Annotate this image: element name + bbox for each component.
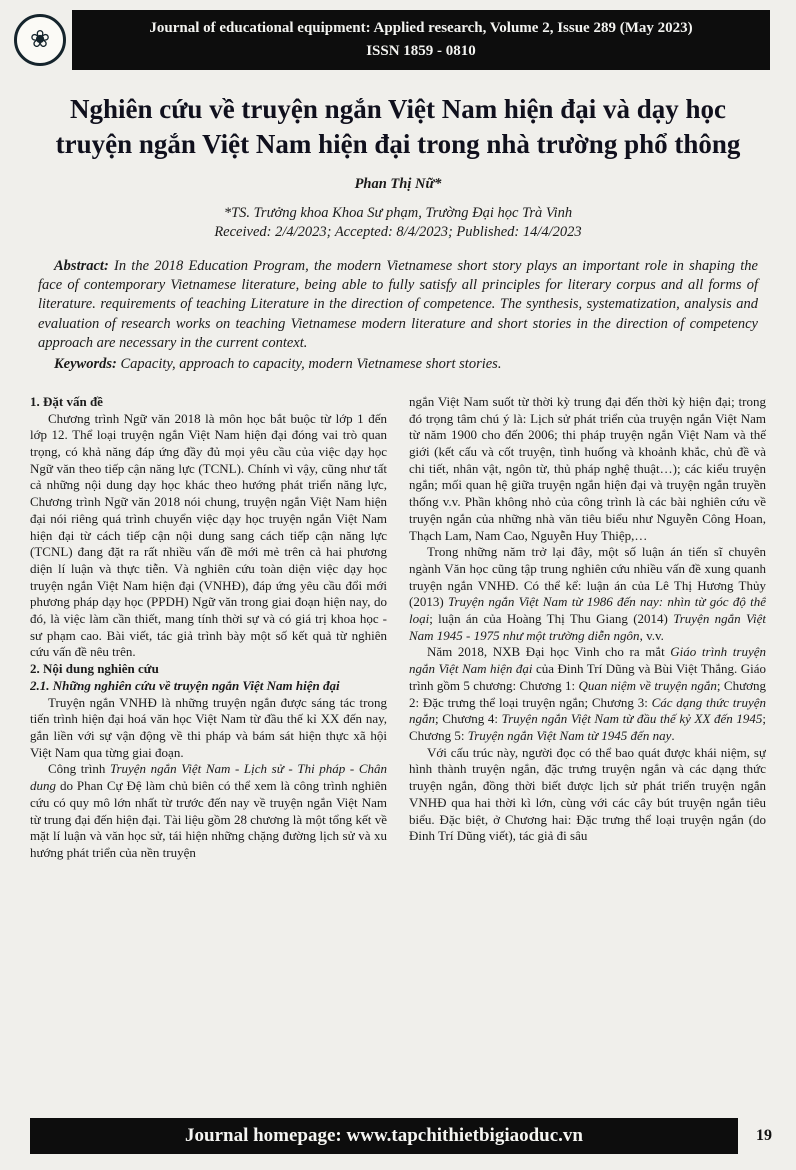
keywords-label: Keywords:: [54, 355, 121, 372]
keywords-text: Capacity, approach to capacity, modern Vietnamese short stories.: [120, 355, 502, 372]
abstract-text: In the 2018 Education Program, the modern Vietnamese short story plays an important role in shaping the face of contemporary Vietnamese literature, being able to fully satisfy all principles for literary corpus and all forms of literature. requirements of teaching Literature in the direction of competence. The synthesis, systematization, analysis and evaluation of research works on teaching Vietnamese modern literature and short stories in the direction of competency approach are necessary in the current context.: [38, 258, 758, 351]
abstract-label: Abstract:: [54, 258, 114, 275]
body-paragraph: ngắn Việt Nam suốt từ thời kỳ trung đại đến thời kỳ hiện đại; trong đó trọng tâm chú ý là: Lịch sử phát triển của truyện ngắn Việt Nam từ năm 1900 cho đến 2006; thi pháp truyện ngắn Việt Nam và thế giới (kết cấu và cốt truyện, tình huống và khoảnh khắc, chủ đề và chi tiết, nhân vật, ngôn từ, thủ pháp nghệ thuật…); các kiểu truyện ngắn; mối quan hệ giữa truyện ngắn hiện đại và truyện ngắn truyền thống v.v. Phần không nhỏ của công trình là các bài nghiên cứu về truyện ngắn của những nhà văn tiêu biểu như Nguyễn Công Hoan, Thạch Lam, Nam Cao, Nguyễn Huy Thiệp,…: [409, 393, 766, 543]
journal-header-row: [0, 0, 796, 70]
journal-homepage: Journal homepage: www.tapchithietbigiaoduc.vn: [185, 1125, 583, 1146]
body-paragraph: Với cấu trúc này, người đọc có thể bao quát được khái niệm, sự hình thành truyện ngắn, đặc trưng truyện ngắn và các dạng thức truyện ngắn, đồng thời biết được lịch sử phát triển truyện ngắn VNHĐ qua hai thời kì lớn, cùng với các cây bút truyện ngắn tiêu biểu. Đặc biệt, ở Chương hai: Đặc trưng thể loại truyện ngắn (do Đinh Trí Dũng viết), tác giả đi sâu: [409, 744, 766, 844]
journal-logo-icon: [14, 14, 66, 66]
abstract-block: [38, 257, 758, 353]
body-paragraph: Chương trình Ngữ văn 2018 là môn học bắt buộc từ lớp 1 đến lớp 12. Thể loại truyện ngắn Việt Nam hiện đại đóng vai trò quan trọng, có khả năng đáp ứng đầy đủ mọi yêu cầu của việc dạy học Ngữ văn theo tiếp cận năng lực (TCNL). Chính vì vậy, cũng như tất cả những nội dung dạy học khác theo hướng phát triển năng lực, Chương trình Ngữ văn 2018 nói chung, truyện ngắn Việt Nam hiện đại nói riêng quá trình chuyển việc dạy học truyện ngắn Việt Nam hiện đại từ cách tiếp cận nội dung sang cách tiếp cận năng lực (TCNL) đang đặt ra rất nhiều vấn đề mới mẻ trên cả hai phương diện lí luận và thực tiễn. Và nghiên cứu toàn diện việc dạy học truyện ngắn Việt Nam hiện đại (VNHĐ), đáp ứng yêu cầu đổi mới phương pháp dạy học (PPDH) Ngữ văn trong giai đoạn hiện nay, do đó, là việc làm cần thiết, mang tính thời sự và có giá trị khoa học - sư phạm cao. Bài viết, tác giả trình bày một số kết quả từ nghiên cứu vấn đề nêu trên.: [30, 410, 387, 660]
body-paragraph: Năm 2018, NXB Đại học Vinh cho ra mắt Giáo trình truyện ngắn Việt Nam hiện đại của Đinh Trí Dũng và Bùi Việt Thắng. Giáo trình gồm 5 chương: Chương 1: Quan niệm về truyện ngắn; Chương 2: Đặc trưng thể loại truyện ngắn; Chương 3: Các dạng thức truyện ngắn; Chương 4: Truyện ngắn Việt Nam từ đầu thế kỷ XX đến 1945; Chương 5: Truyện ngắn Việt Nam từ 1945 đến nay.: [409, 644, 766, 743]
page-number: 19: [756, 1127, 772, 1144]
article-dates: Received: 2/4/2023; Accepted: 8/4/2023; Published: 14/4/2023: [214, 224, 582, 241]
article-affiliation: *TS. Trưởng khoa Khoa Sư phạm, Trường Đại học Trà Vinh: [223, 205, 573, 222]
article-author: Phan Thị Nữ*: [354, 176, 442, 193]
journal-header-bar: [72, 10, 770, 70]
right-column: [409, 394, 766, 1086]
logo-flower-icon: ❀: [29, 27, 51, 53]
keywords-block: [38, 355, 758, 374]
left-column: [30, 394, 387, 1086]
section-heading-1: 1. Đặt vấn đề: [30, 393, 103, 409]
journal-footer-row: [30, 1118, 772, 1154]
section-heading-2: 2. Nội dung nghiên cứu: [30, 661, 159, 677]
article-title: Nghiên cứu về truyện ngắn Việt Nam hiện đại và dạy học truyện ngắn Việt Nam hiện đại trong nhà trường phổ thông: [55, 94, 741, 160]
body-paragraph: Công trình Truyện ngắn Việt Nam - Lịch sử - Thi pháp - Chân dung do Phan Cự Đệ làm chủ biên có thể xem là công trình nghiên cứu có quy mô lớn nhất từ trước đến nay về truyện ngắn Việt Nam từ trung đại đến hiện đại. Tài liệu gồm 28 chương là một tổng kết về mặt lí luận và văn học sử, tái hiện những chặng đường lịch sử và xu hướng phát triển của nền truyện: [30, 761, 387, 860]
journal-footer-bar: [30, 1118, 738, 1154]
journal-issn: ISSN 1859 - 0810: [366, 42, 476, 59]
body-paragraph: Truyện ngắn VNHĐ là những truyện ngắn được sáng tác trong tiến trình hiện đại hoá văn học Việt Nam từ đầu thế kỉ XX đến nay, gắn liền với sự vận động về thi pháp và bám sát hiện thực xã hội Việt Nam qua từng giai đoạn.: [30, 694, 387, 760]
subsection-heading-2-1: 2.1. Những nghiên cứu về truyện ngắn Việt Nam hiện đại: [30, 677, 340, 693]
article-body: [30, 394, 766, 1086]
journal-header-line: Journal of educational equipment: Applied research, Volume 2, Issue 289 (May 2023): [149, 20, 693, 36]
body-paragraph: Trong những năm trở lại đây, một số luận án tiến sĩ chuyên ngành Văn học cũng tập trung nghiên cứu nhiều vấn đề xung quanh truyện ngắn VNHĐ. Có thể kể: luận án của Lê Thị Hương Thủy (2013) Truyện ngắn Việt Nam từ 1986 đến nay: nhìn từ góc độ thể loại; luận án của Hoàng Thị Thu Giang (2014) Truyện ngắn Việt Nam 1945 - 1975 như một trường diễn ngôn, v.v.: [409, 544, 766, 643]
